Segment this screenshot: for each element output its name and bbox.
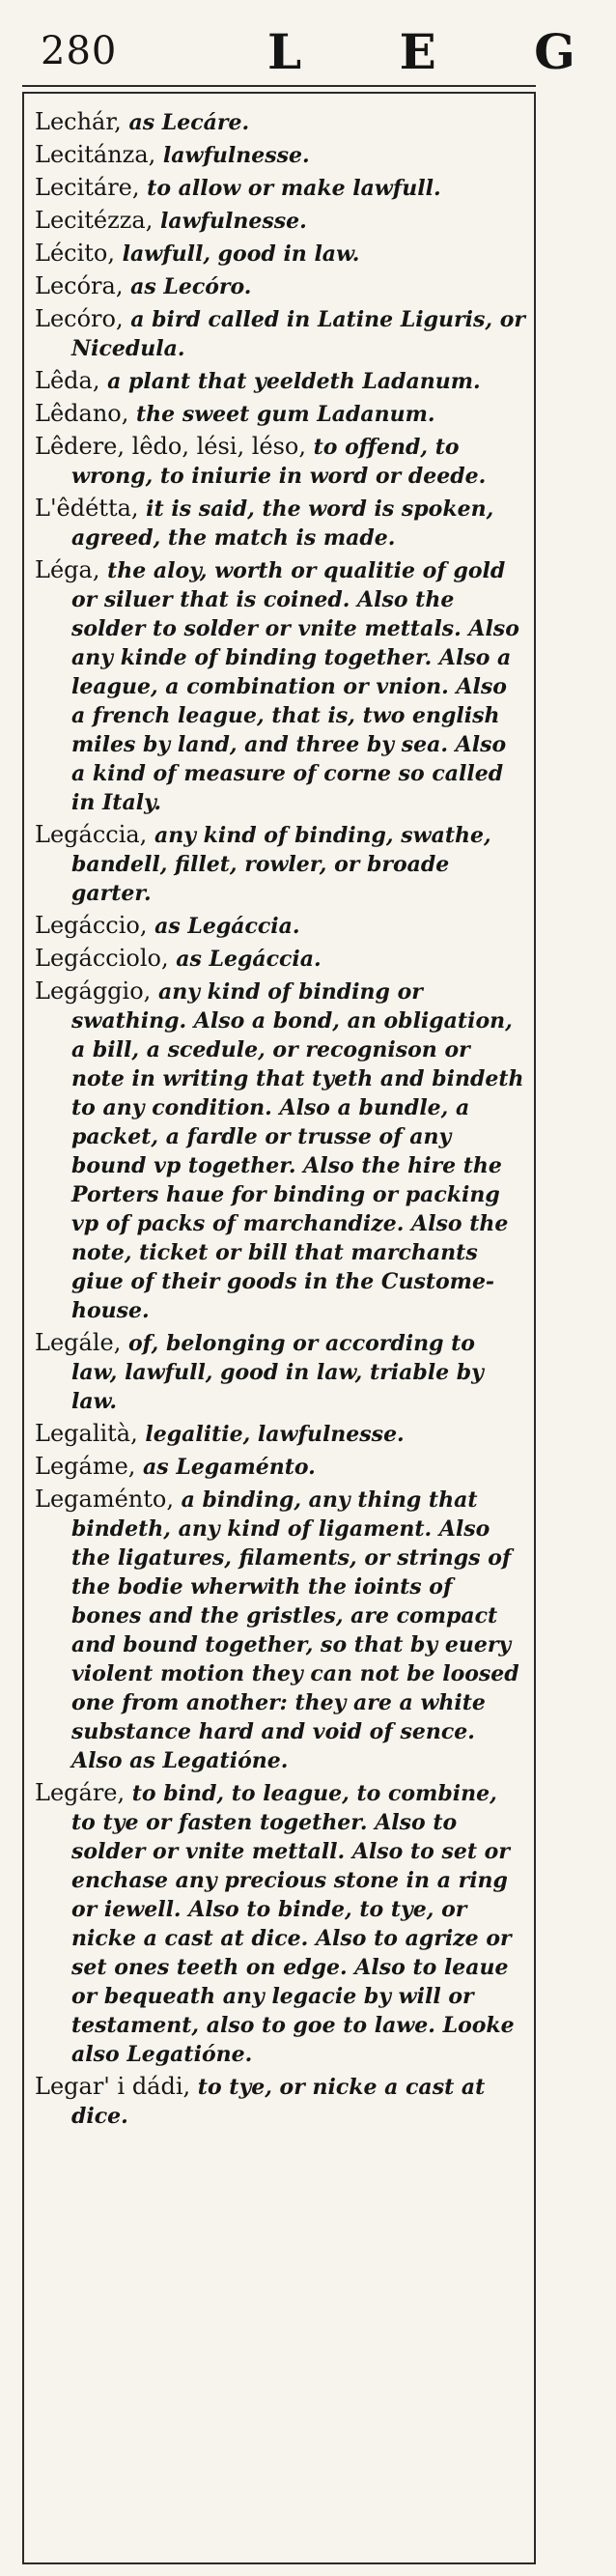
entry-headword: L'êdétta, <box>35 495 139 522</box>
dictionary-entry <box>35 556 527 817</box>
dictionary-entry <box>35 272 527 301</box>
dictionary-entry <box>35 912 527 941</box>
entry-headword: Lecóra, <box>35 272 124 299</box>
dictionary-entry <box>35 2073 527 2131</box>
entry-definition: as Legaménto. <box>143 1455 316 1480</box>
dictionary-entry <box>35 108 527 137</box>
entry-definition: legalitie, lawfulnesse. <box>145 1422 405 1447</box>
dictionary-entry <box>35 1486 527 1775</box>
entry-definition: it is said, the word is spoken, agreed, the match is made. <box>71 496 494 551</box>
dictionary-entry <box>35 240 527 269</box>
entry-headword: Lecitáre, <box>35 174 140 201</box>
entry-definition: lawfull, good in law. <box>122 241 360 267</box>
dictionary-entry <box>35 977 527 1325</box>
page-number: 280 <box>41 29 118 73</box>
entry-list <box>35 108 527 2135</box>
dictionary-entry <box>35 305 527 363</box>
entry-definition: of, belonging or according to law, lawfull, good in law, triable by law. <box>71 1331 484 1414</box>
entry-definition: lawfulnesse. <box>162 143 310 168</box>
entry-headword: Legalità, <box>35 1420 138 1447</box>
dictionary-entry <box>35 821 527 908</box>
dictionary-entry <box>35 1779 527 2069</box>
running-head: L E G <box>267 23 616 80</box>
entry-headword: Lecitézza, <box>35 207 154 234</box>
dictionary-entry <box>35 1453 527 1482</box>
dictionary-entry <box>35 174 527 203</box>
entry-definition: as Lecóro. <box>130 274 252 299</box>
entry-headword: Legáre, <box>35 1779 126 1806</box>
entry-headword: Legáccio, <box>35 912 148 939</box>
entry-definition: lawfulnesse. <box>159 209 307 234</box>
entry-definition: a bird called in Latine Liguris, or Nicedula. <box>71 307 525 361</box>
entry-headword: Legággio, <box>35 977 152 1005</box>
entry-definition: a plant that yeeldeth Ladanum. <box>107 369 481 394</box>
dictionary-entry <box>35 945 527 974</box>
entry-headword: Legácciolo, <box>35 945 169 972</box>
entry-definition: as Lecáre. <box>128 110 250 135</box>
header-rule <box>22 85 536 87</box>
entry-headword: Legáccia, <box>35 821 148 848</box>
entry-definition: any kind of binding or swathing. Also a bond, an obligation, a bill, a scedule, or recognison or note in writing that tyeth and bindeth to any condition. Also a bundle, a packet, a fardle or trusse of any bound vp together. Also the hire the Porters haue for binding or packing vp of packs of marchandize. Also the note, ticket or bill that marchants giue of their goods in the Custome-house. <box>71 979 524 1323</box>
entry-headword: Lechár, <box>35 108 122 135</box>
entry-definition: any kind of binding, swathe, bandell, fillet, rowler, or broade garter. <box>71 823 491 906</box>
dictionary-entry <box>35 1420 527 1449</box>
entry-definition: as Legáccia. <box>154 914 300 939</box>
page-header <box>21 12 616 80</box>
dictionary-entry <box>35 495 527 552</box>
entry-headword: Legáme, <box>35 1453 136 1480</box>
entry-headword: Lécito, <box>35 240 115 267</box>
entry-definition: the aloy, worth or qualitie of gold or siluer that is coined. Also the solder to solder or vnite mettals. Also any kinde of binding together. Also a league, a combination or vnion. Also a french league, that is, two english miles by land, and three by sea. Also a kind of measure of corne so called in Italy. <box>71 558 519 815</box>
entry-definition: to tye, or nicke a cast at dice. <box>71 2075 486 2129</box>
entry-headword: Lecitánza, <box>35 141 156 168</box>
dictionary-entry <box>35 433 527 491</box>
entry-headword: Legále, <box>35 1329 122 1356</box>
dictionary-entry <box>35 1329 527 1416</box>
entry-definition: to offend, to wrong, to iniurie in word or deede. <box>71 435 487 489</box>
entry-definition: a binding, any thing that bindeth, any kind of ligament. Also the ligatures, filaments, or strings of the bodie wherwith the ioints of bones and the gristles, are compact and bound together, so that by euery violent motion they can not be loosed one from another: they are a white substance hard and void of sence. Also as Legatióne. <box>71 1487 519 1773</box>
dictionary-entry <box>35 207 527 236</box>
entry-headword: Lêda, <box>35 367 100 394</box>
entry-headword: Legaménto, <box>35 1486 174 1513</box>
entry-definition: to allow or make lawfull. <box>147 176 441 201</box>
entry-definition: to bind, to league, to combine, to tye or fasten together. Also to solder or vnite mettall. Also to set or enchase any precious stone in a ring or iewell. Also to binde, to tye, or nicke a cast at dice. Also to agrize or set ones teeth on edge. Also to leaue or bequeath any legacie by will or testament, also to goe to lawe. Looke also Legatióne. <box>71 1781 515 2067</box>
entry-headword: Lêdere, lêdo, lési, léso, <box>35 433 306 460</box>
entry-headword: Lêdano, <box>35 400 129 427</box>
entry-headword: Legar' i dádi, <box>35 2073 191 2100</box>
dictionary-entry <box>35 141 527 170</box>
dictionary-entry <box>35 367 527 396</box>
entry-definition: the sweet gum Ladanum. <box>136 402 435 427</box>
entry-definition: as Legáccia. <box>176 947 322 972</box>
dictionary-entry <box>35 400 527 429</box>
entry-headword: Léga, <box>35 556 100 583</box>
entry-headword: Lecóro, <box>35 305 124 332</box>
